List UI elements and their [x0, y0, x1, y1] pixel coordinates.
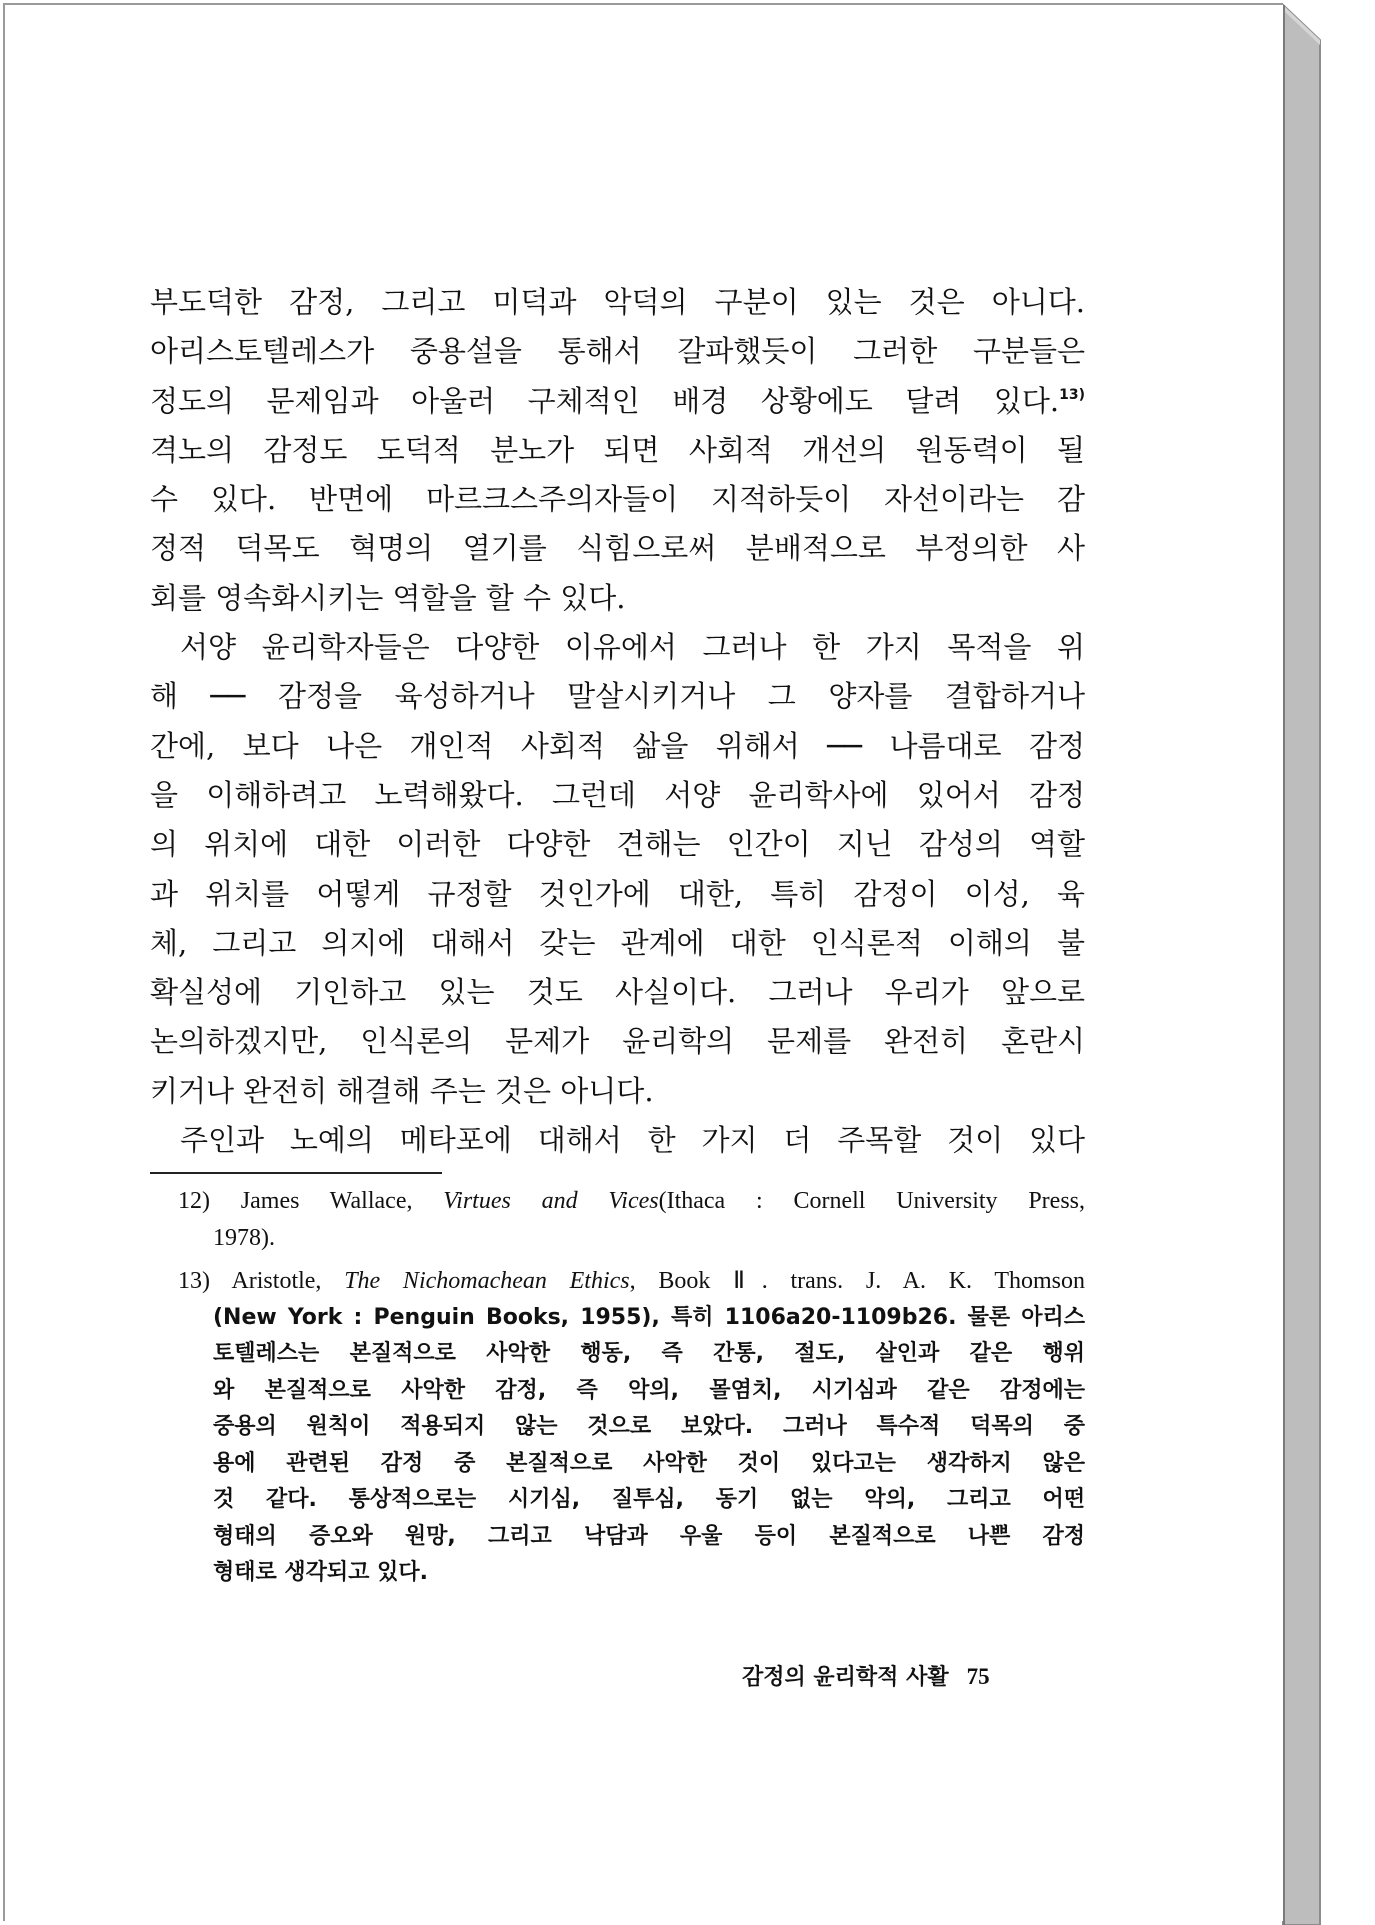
body-line: 의 위치에 대한 이러한 다양한 견해는 인간이 지닌 감성의 역할 [150, 827, 1085, 862]
footnote-13 [178, 1263, 1085, 1592]
footnote-line: 용에 관련된 감정 중 본질적으로 사악한 것이 있다고는 생각하지 않은 [213, 1450, 1085, 1476]
body-line: 체, 그리고 의지에 대해서 갖는 관계에 대한 인식론적 이해의 불 [150, 925, 1085, 960]
footnote-line: 형태로 생각되고 있다. [213, 1560, 428, 1585]
footnotes [178, 1183, 1085, 1599]
footnote-author: James Wallace, [240, 1188, 413, 1214]
body-line: 서양 윤리학자들은 다양한 이유에서 그러나 한 가지 목적을 위 [180, 630, 1085, 665]
footnote-ref-13: 13) [1059, 386, 1085, 403]
footnote-rest: , Book Ⅱ. trans. J. A. K. Thomson [629, 1268, 1086, 1294]
body-line: 격노의 감정도 도덕적 분노가 되면 사회적 개선의 원동력이 될 [150, 432, 1085, 467]
running-footer-title: 감정의 윤리학적 사활 [742, 1665, 949, 1690]
footnote-line: 토텔레스는 본질적으로 사악한 행동, 즉 간통, 절도, 살인과 같은 행위 [213, 1341, 1085, 1366]
running-footer [742, 1660, 1082, 1691]
footnote-12 [178, 1183, 1085, 1256]
page-edge-side [1283, 5, 1320, 1925]
body-line: 부도덕한 감정, 그리고 미덕과 악덕의 구분이 있는 것은 아니다. [150, 285, 1085, 319]
body-line: 키거나 완전히 해결해 주는 것은 아니다. [150, 1073, 654, 1108]
footnote-line: 것 같다. 통상적으로는 시기심, 질투심, 동기 없는 악의, 그리고 어떤 [213, 1487, 1085, 1512]
footnote-title: The Nichomachean Ethics [344, 1268, 630, 1294]
footnote-line [178, 1263, 1085, 1300]
footnote-rest: (Ithaca : Cornell University Press, [658, 1188, 1085, 1214]
body-line: 간에, 보다 나은 개인적 사회적 삶을 위해서 ── 나름대로 감정 [150, 728, 1085, 763]
body-line: 아리스토텔레스가 중용설을 통해서 갈파했듯이 그러한 구분들은 [150, 334, 1085, 369]
body-line-text: 정도의 문제임과 아울러 구체적인 배경 상황에도 달려 있다. [150, 383, 1060, 418]
body-line-with-ref [150, 377, 1085, 426]
footnote-line [178, 1183, 1085, 1220]
body-line: 주인과 노예의 메타포에 대해서 한 가지 더 주목할 것이 있다 [180, 1123, 1085, 1158]
footnote-author: Aristotle, [231, 1268, 322, 1294]
footnote-title: Virtues and Vices [443, 1188, 659, 1214]
footnote-number: 13) [178, 1268, 210, 1294]
footnote-separator [150, 1172, 442, 1174]
footnote-line: 1978). [213, 1224, 275, 1251]
body-line: 회를 영속화시키는 역할을 할 수 있다. [150, 580, 626, 615]
body-line: 확실성에 기인하고 있는 것도 사실이다. 그러나 우리가 앞으로 [150, 975, 1085, 1010]
body-line: 을 이해하려고 노력해왔다. 그런데 서양 윤리학사에 있어서 감정 [150, 777, 1085, 812]
body-line: 과 위치를 어떻게 규정할 것인가에 대한, 특히 감정이 이성, 육 [150, 876, 1085, 911]
body-line: 논의하겠지만, 인식론의 문제가 윤리학의 문제를 완전히 혼란시 [150, 1024, 1085, 1059]
body-line: 수 있다. 반면에 마르크스주의자들이 지적하듯이 자선이라는 감 [150, 482, 1085, 517]
body-line: 정적 덕목도 혁명의 열기를 식힘으로써 분배적으로 부정의한 사 [150, 531, 1085, 566]
footnote-line: 중용의 원칙이 적용되지 않는 것으로 보았다. 그러나 특수적 덕목의 중 [213, 1414, 1085, 1439]
footnote-number: 12) [178, 1188, 210, 1214]
footnote-line: 와 본질적으로 사악한 감정, 즉 악의, 몰염치, 시기심과 같은 감정에는 [213, 1377, 1085, 1403]
page-number: 75 [966, 1664, 990, 1689]
footnote-line: (New York : Penguin Books, 1955), 특히 1106a20-1109b26. 물론 아리스 [213, 1304, 1085, 1330]
footnote-line: 형태의 증오와 원망, 그리고 낙담과 우울 등이 본질적으로 나쁜 감정 [213, 1523, 1085, 1549]
body-line: 해 ── 감정을 육성하거나 말살시키거나 그 양자를 결합하거나 [150, 679, 1085, 714]
main-text [150, 278, 1085, 1165]
